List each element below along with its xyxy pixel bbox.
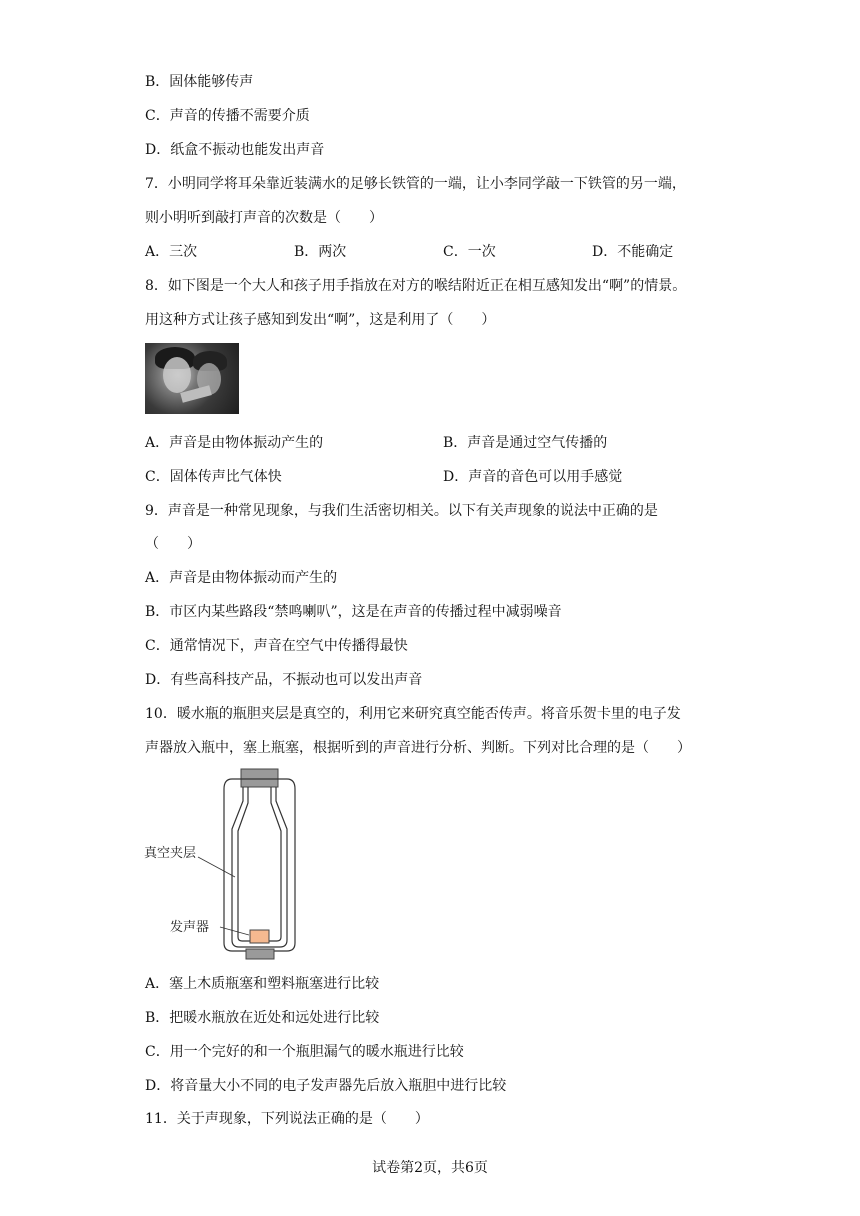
q8-option-c: C．固体传声比气体快 [145,469,282,485]
q8-option-a: A．声音是由物体振动产生的 [145,435,324,451]
q8-stem-line1: 8．如下图是一个大人和孩子用手指放在对方的喉结附近正在相互感知发出“啊”的情景。 [145,278,687,294]
q10-option-b: B．把暖水瓶放在近处和远处进行比较 [145,1010,380,1026]
liner-outer-wall [232,787,287,947]
q6-option-c: C．声音的传播不需要介质 [145,108,310,124]
q10-option-a: A．塞上木质瓶塞和塑料瓶塞进行比较 [145,976,380,992]
outer-casing [224,779,295,951]
q9-option-d: D．有些高科技产品，不振动也可以发出声音 [145,672,423,688]
q9-stem-line1: 9．声音是一种常见现象，与我们生活密切相关。以下有关声现象的说法中正确的是 [145,503,658,519]
q8-stem-line2: 用这种方式让孩子感知到发出“啊”，这是利用了（ ） [145,312,496,328]
q8-option-d: D．声音的音色可以用手感觉 [443,469,623,485]
vacuum-layer-label: 真空夹层 [144,846,197,861]
bottle-stopper [241,769,278,787]
q10-option-d: D．将音量大小不同的电子发声器先后放入瓶胆中进行比较 [145,1078,507,1094]
q7-option-c: C．一次 [443,244,496,260]
q9-stem-line2: （ ） [145,536,201,552]
q6-option-d: D．纸盒不振动也能发出声音 [145,142,325,158]
q7-option-b: B．两次 [294,244,347,260]
thermos-diagram [140,765,320,965]
q10-option-c: C．用一个完好的和一个瓶胆漏气的暖水瓶进行比较 [145,1044,464,1060]
q11-stem-line1: 11．关于声现象，下列说法正确的是（ ） [145,1111,429,1127]
q9-option-b: B．市区内某些路段“禁鸣喇叭”，这是在声音的传播过程中减弱噪音 [145,604,562,620]
adult-child-photo [145,343,239,414]
q7-stem-line2: 则小明听到敲打声音的次数是（ ） [145,210,383,226]
liner-inner-wall [238,787,281,941]
bottle-base [246,949,274,959]
q6-option-b: B．固体能够传声 [145,74,254,90]
emitter-label: 发声器 [170,920,210,935]
q10-stem-line2: 声器放入瓶中，塞上瓶塞，根据听到的声音进行分析、判断。下列对比合理的是（ ） [145,740,691,756]
page-footer: 试卷第2页，共6页 [372,1160,488,1176]
q7-option-a: A．三次 [145,244,198,260]
q10-stem-line1: 10．暖水瓶的瓶胆夹层是真空的，利用它来研究真空能否传声。将音乐贺卡里的电子发 [145,706,681,722]
q7-option-d: D．不能确定 [592,244,674,260]
q7-stem-line1: 7．小明同学将耳朵靠近装满水的足够长铁管的一端，让小李同学敲一下铁管的另一端， [145,176,686,192]
sound-emitter [250,930,269,943]
q9-option-a: A．声音是由物体振动而产生的 [145,570,338,586]
vacuum-leader-line [198,857,235,877]
q9-option-c: C．通常情况下，声音在空气中传播得最快 [145,638,408,654]
q8-option-b: B．声音是通过空气传播的 [443,435,608,451]
